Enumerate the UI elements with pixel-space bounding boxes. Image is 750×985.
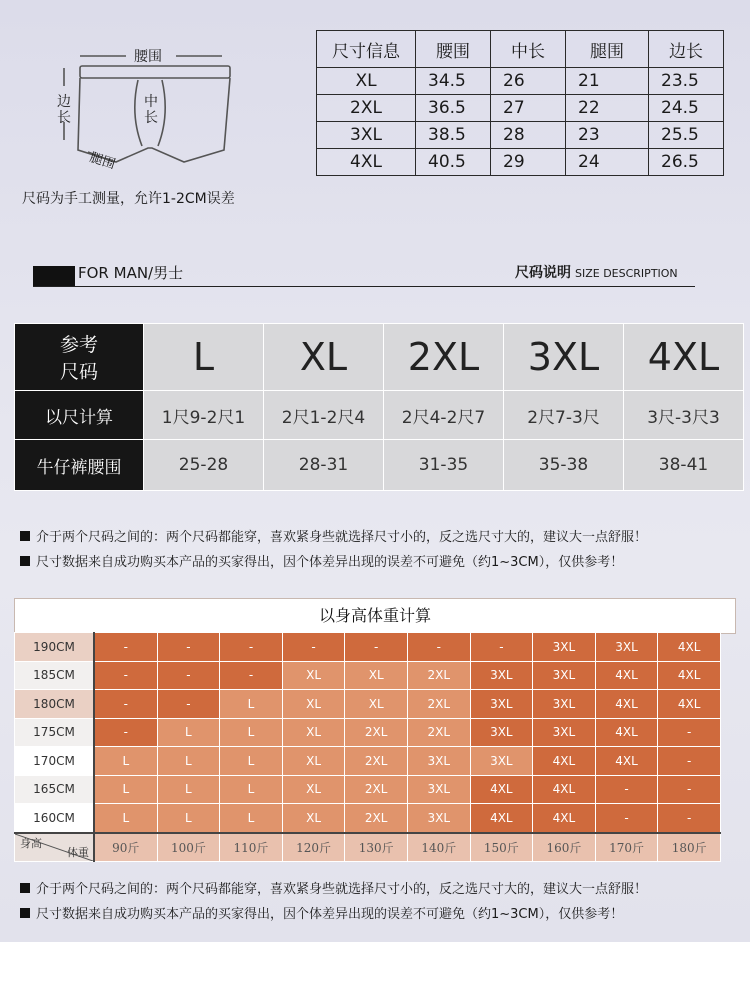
size-cell: 3XL	[533, 661, 596, 690]
size-cell: XL	[282, 775, 345, 804]
table-row	[15, 661, 721, 690]
size-cell: 2XL	[407, 661, 470, 690]
size-cell: 2XL	[345, 747, 408, 776]
table-row	[15, 633, 721, 662]
value-cell: 29	[491, 149, 566, 176]
size-cell: 3XL	[533, 718, 596, 747]
size-cell: 4XL	[533, 747, 596, 776]
value-cell: 2尺4-2尺7	[384, 391, 504, 440]
size-header: L	[144, 324, 264, 391]
measure-table	[316, 30, 724, 176]
table-row	[15, 718, 721, 747]
size-header: 4XL	[624, 324, 744, 391]
size-cell: 4XL	[470, 804, 533, 833]
note-line	[20, 526, 647, 545]
header-block	[33, 266, 75, 286]
value-cell: 25.5	[649, 122, 724, 149]
size-cell: -	[282, 633, 345, 662]
header-divider	[33, 286, 695, 287]
size-cell: L	[157, 718, 220, 747]
weight-chart-table	[14, 632, 721, 862]
value-cell: 24	[566, 149, 649, 176]
table-row	[317, 95, 724, 122]
weight-label: 130斤	[345, 833, 408, 862]
size-cell: 3XL	[595, 633, 658, 662]
size-cell: 3XL	[470, 690, 533, 719]
size-cell: 3XL	[407, 747, 470, 776]
size-cell: -	[658, 718, 721, 747]
weight-label: 140斤	[407, 833, 470, 862]
size-cell: 3XL	[317, 122, 416, 149]
size-cell: -	[470, 633, 533, 662]
size-cell: XL	[317, 68, 416, 95]
size-cell: L	[220, 690, 283, 719]
header-subtitle-cn: 尺码说明	[515, 265, 571, 281]
size-cell: 4XL	[595, 718, 658, 747]
table-row	[317, 122, 724, 149]
waist-label: 腰围	[134, 49, 162, 65]
note-line	[20, 903, 623, 922]
size-cell: L	[220, 747, 283, 776]
size-cell: L	[94, 747, 157, 776]
reference-corner	[15, 324, 144, 391]
reference-size-table	[14, 323, 744, 491]
size-cell: 2XL	[345, 775, 408, 804]
table-row	[15, 833, 721, 862]
size-cell: 2XL	[317, 95, 416, 122]
size-cell: 4XL	[595, 747, 658, 776]
measure-header: 尺寸信息	[317, 31, 416, 68]
value-cell: 28	[491, 122, 566, 149]
size-cell: -	[658, 747, 721, 776]
size-cell: -	[94, 718, 157, 747]
corner-line: 尺码	[59, 361, 98, 383]
value-cell: 26	[491, 68, 566, 95]
measure-header: 中长	[491, 31, 566, 68]
weight-chart-title: 以身高体重计算	[14, 598, 736, 634]
size-cell: -	[220, 661, 283, 690]
value-cell: 21	[566, 68, 649, 95]
table-row	[15, 775, 721, 804]
size-cell: L	[157, 747, 220, 776]
height-label: 175CM	[15, 718, 95, 747]
size-cell: 2XL	[407, 718, 470, 747]
side-length-label: 边长	[57, 94, 71, 126]
table-row	[15, 391, 744, 440]
header-subtitle-en: SIZE DESCRIPTION	[575, 267, 678, 280]
row-label: 以尺计算	[15, 391, 144, 440]
table-row	[317, 149, 724, 176]
size-cell: L	[220, 718, 283, 747]
corner-weight-label: 体重	[67, 845, 89, 859]
bullet-square-icon	[20, 883, 30, 893]
table-row	[15, 324, 744, 391]
weight-label: 90斤	[94, 833, 157, 862]
table-row	[15, 690, 721, 719]
size-cell: L	[94, 804, 157, 833]
value-cell: 2尺7-3尺	[504, 391, 624, 440]
size-cell: XL	[282, 661, 345, 690]
size-cell: L	[220, 775, 283, 804]
size-cell: 4XL	[658, 661, 721, 690]
value-cell: 36.5	[416, 95, 491, 122]
size-cell: -	[595, 804, 658, 833]
size-cell: -	[407, 633, 470, 662]
weight-label: 120斤	[282, 833, 345, 862]
value-cell: 35-38	[504, 440, 624, 491]
height-label: 180CM	[15, 690, 95, 719]
weight-chart-corner	[15, 833, 95, 862]
value-cell: 24.5	[649, 95, 724, 122]
size-cell: -	[345, 633, 408, 662]
size-cell: 3XL	[470, 661, 533, 690]
size-cell: XL	[345, 661, 408, 690]
height-label: 160CM	[15, 804, 95, 833]
note-text: 尺寸数据来自成功购买本产品的买家得出，因个体差异出现的误差不可避免（约1~3CM），仅供参考！	[36, 907, 624, 922]
size-cell: 3XL	[407, 775, 470, 804]
size-cell: XL	[282, 804, 345, 833]
size-cell: 4XL	[595, 661, 658, 690]
size-header: 3XL	[504, 324, 624, 391]
size-cell: -	[220, 633, 283, 662]
size-cell: -	[157, 661, 220, 690]
size-cell: 4XL	[470, 775, 533, 804]
value-cell: 23.5	[649, 68, 724, 95]
note-line	[20, 551, 623, 570]
bullet-square-icon	[20, 531, 30, 541]
note-text: 介于两个尺码之间的：两个尺码都能穿，喜欢紧身些就选择尺寸小的，反之选尺寸大的，建议大一点舒服！	[36, 882, 648, 897]
bullet-square-icon	[20, 908, 30, 918]
weight-label: 180斤	[658, 833, 721, 862]
value-cell: 28-31	[264, 440, 384, 491]
size-cell: -	[157, 690, 220, 719]
size-cell: -	[595, 775, 658, 804]
size-cell: XL	[345, 690, 408, 719]
size-cell: L	[157, 804, 220, 833]
size-cell: L	[220, 804, 283, 833]
size-cell: 4XL	[658, 633, 721, 662]
bullet-square-icon	[20, 556, 30, 566]
value-cell: 26.5	[649, 149, 724, 176]
size-cell: -	[94, 690, 157, 719]
table-row	[317, 68, 724, 95]
table-row	[15, 804, 721, 833]
measure-note: 尺码为手工测量，允许1-2CM误差	[22, 191, 235, 207]
size-cell: 3XL	[533, 633, 596, 662]
weight-label: 160斤	[533, 833, 596, 862]
weight-label: 100斤	[157, 833, 220, 862]
size-cell: L	[94, 775, 157, 804]
size-cell: 3XL	[470, 747, 533, 776]
note-text: 介于两个尺码之间的：两个尺码都能穿，喜欢紧身些就选择尺寸小的，反之选尺寸大的，建议大一点舒服！	[36, 530, 648, 545]
measure-header: 腰围	[416, 31, 491, 68]
size-cell: 4XL	[595, 690, 658, 719]
height-label: 165CM	[15, 775, 95, 804]
size-cell: 3XL	[407, 804, 470, 833]
height-label: 185CM	[15, 661, 95, 690]
weight-label: 150斤	[470, 833, 533, 862]
header-subtitle	[515, 262, 678, 282]
middle-length-label: 中长	[144, 94, 158, 126]
value-cell: 31-35	[384, 440, 504, 491]
size-cell: 4XL	[533, 775, 596, 804]
header-title: FOR MAN/男士	[78, 264, 184, 282]
value-cell: 38-41	[624, 440, 744, 491]
size-cell: 2XL	[345, 718, 408, 747]
size-cell: 3XL	[533, 690, 596, 719]
value-cell: 3尺-3尺3	[624, 391, 744, 440]
size-cell: XL	[282, 747, 345, 776]
weight-label: 110斤	[220, 833, 283, 862]
leg-label: 腿围	[87, 150, 118, 173]
size-cell: XL	[282, 718, 345, 747]
note-line	[20, 878, 647, 897]
value-cell: 34.5	[416, 68, 491, 95]
height-label: 170CM	[15, 747, 95, 776]
size-cell: -	[157, 633, 220, 662]
corner-height-label: 身高	[20, 836, 42, 850]
size-cell: 3XL	[470, 718, 533, 747]
value-cell: 22	[566, 95, 649, 122]
measure-header: 边长	[649, 31, 724, 68]
value-cell: 2尺1-2尺4	[264, 391, 384, 440]
value-cell: 27	[491, 95, 566, 122]
value-cell: 40.5	[416, 149, 491, 176]
note-text: 尺寸数据来自成功购买本产品的买家得出，因个体差异出现的误差不可避免（约1~3CM），仅供参考！	[36, 555, 624, 570]
weight-label: 170斤	[595, 833, 658, 862]
size-cell: 2XL	[407, 690, 470, 719]
size-header: 2XL	[384, 324, 504, 391]
value-cell: 25-28	[144, 440, 264, 491]
size-cell: -	[658, 804, 721, 833]
measure-header: 腿围	[566, 31, 649, 68]
size-cell: -	[658, 775, 721, 804]
table-row	[15, 747, 721, 776]
size-cell: XL	[282, 690, 345, 719]
size-cell: -	[94, 661, 157, 690]
value-cell: 38.5	[416, 122, 491, 149]
size-cell: -	[94, 633, 157, 662]
value-cell: 1尺9-2尺1	[144, 391, 264, 440]
size-cell: 4XL	[317, 149, 416, 176]
size-cell: 4XL	[658, 690, 721, 719]
height-label: 190CM	[15, 633, 95, 662]
size-cell: 4XL	[533, 804, 596, 833]
size-cell: L	[157, 775, 220, 804]
size-header: XL	[264, 324, 384, 391]
size-cell: 2XL	[345, 804, 408, 833]
value-cell: 23	[566, 122, 649, 149]
row-label: 牛仔裤腰围	[15, 440, 144, 491]
corner-line: 参考	[59, 334, 98, 356]
table-row	[15, 440, 744, 491]
